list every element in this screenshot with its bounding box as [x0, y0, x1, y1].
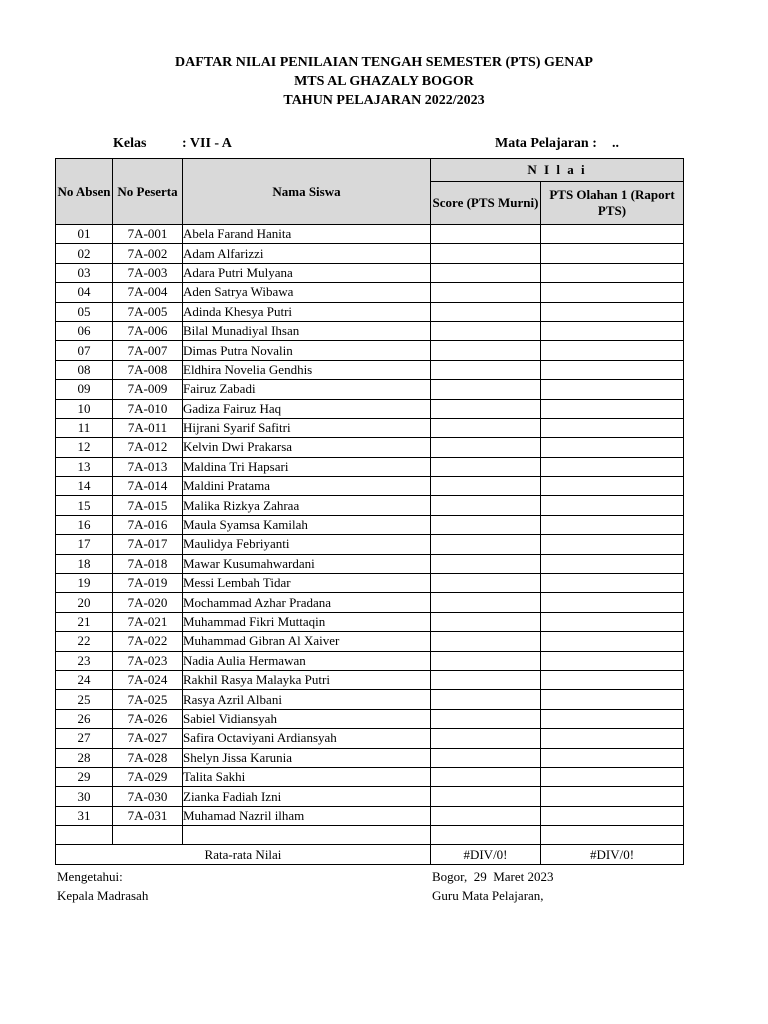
- cell-no-absen: 17: [56, 535, 113, 554]
- blank-cell[interactable]: [56, 826, 113, 845]
- cell-no-peserta: 7A-018: [113, 554, 183, 573]
- cell-nama-siswa: Abela Farand Hanita: [183, 225, 431, 244]
- cell-score[interactable]: [431, 457, 541, 476]
- cell-nama-siswa: Bilal Munadiyal Ihsan: [183, 321, 431, 340]
- cell-no-absen: 08: [56, 360, 113, 379]
- cell-no-peserta: 7A-029: [113, 767, 183, 786]
- cell-pts-olahan[interactable]: [541, 341, 684, 360]
- cell-no-peserta: 7A-005: [113, 302, 183, 321]
- table-row: [56, 690, 684, 709]
- cell-no-absen: 13: [56, 457, 113, 476]
- cell-pts-olahan[interactable]: [541, 535, 684, 554]
- doc-title-line1: DAFTAR NILAI PENILAIAN TENGAH SEMESTER (PTS) GENAP: [175, 55, 593, 70]
- cell-score[interactable]: [431, 690, 541, 709]
- cell-pts-olahan[interactable]: [541, 418, 684, 437]
- cell-score[interactable]: [431, 321, 541, 340]
- cell-nama-siswa: Kelvin Dwi Prakarsa: [183, 438, 431, 457]
- cell-no-peserta: 7A-031: [113, 806, 183, 825]
- cell-no-absen: 28: [56, 748, 113, 767]
- cell-nama-siswa: Sabiel Vidiansyah: [183, 709, 431, 728]
- cell-no-peserta: 7A-013: [113, 457, 183, 476]
- header-no-absen: No Absen: [56, 159, 113, 225]
- cell-pts-olahan[interactable]: [541, 283, 684, 302]
- table-row: [56, 574, 684, 593]
- cell-score[interactable]: [431, 767, 541, 786]
- cell-score[interactable]: [431, 709, 541, 728]
- mapel-value: ..: [612, 136, 619, 151]
- cell-score[interactable]: [431, 283, 541, 302]
- cell-pts-olahan[interactable]: [541, 438, 684, 457]
- cell-nama-siswa: Muhammad Gibran Al Xaiver: [183, 632, 431, 651]
- cell-nama-siswa: Mochammad Azhar Pradana: [183, 593, 431, 612]
- header-nama-siswa: Nama Siswa: [183, 159, 431, 225]
- cell-no-absen: 29: [56, 767, 113, 786]
- cell-no-peserta: 7A-007: [113, 341, 183, 360]
- cell-no-peserta: 7A-012: [113, 438, 183, 457]
- cell-no-peserta: 7A-001: [113, 225, 183, 244]
- average-score: #DIV/0!: [431, 845, 541, 865]
- table-row: [56, 321, 684, 340]
- cell-pts-olahan[interactable]: [541, 263, 684, 282]
- cell-no-peserta: 7A-017: [113, 535, 183, 554]
- cell-no-absen: 30: [56, 787, 113, 806]
- cell-score[interactable]: [431, 225, 541, 244]
- cell-score[interactable]: [431, 477, 541, 496]
- cell-score[interactable]: [431, 612, 541, 631]
- cell-no-peserta: 7A-009: [113, 380, 183, 399]
- table-row: [56, 709, 684, 728]
- cell-no-peserta: 7A-021: [113, 612, 183, 631]
- cell-pts-olahan[interactable]: [541, 593, 684, 612]
- cell-pts-olahan[interactable]: [541, 380, 684, 399]
- cell-no-peserta: 7A-014: [113, 477, 183, 496]
- cell-score[interactable]: [431, 806, 541, 825]
- cell-nama-siswa: Nadia Aulia Hermawan: [183, 651, 431, 670]
- cell-nama-siswa: Hijrani Syarif Safitri: [183, 418, 431, 437]
- kelas-label: Kelas: [113, 136, 147, 151]
- cell-score[interactable]: [431, 670, 541, 689]
- cell-no-peserta: 7A-027: [113, 729, 183, 748]
- cell-pts-olahan[interactable]: [541, 670, 684, 689]
- cell-pts-olahan[interactable]: [541, 225, 684, 244]
- average-row: [56, 845, 684, 865]
- cell-pts-olahan[interactable]: [541, 632, 684, 651]
- table-row: [56, 535, 684, 554]
- cell-no-peserta: 7A-008: [113, 360, 183, 379]
- cell-no-peserta: 7A-030: [113, 787, 183, 806]
- cell-nama-siswa: Dimas Putra Novalin: [183, 341, 431, 360]
- cell-nama-siswa: Zianka Fadiah Izni: [183, 787, 431, 806]
- cell-pts-olahan[interactable]: [541, 457, 684, 476]
- table-row: [56, 302, 684, 321]
- cell-no-peserta: 7A-003: [113, 263, 183, 282]
- cell-pts-olahan[interactable]: [541, 748, 684, 767]
- cell-no-absen: 04: [56, 283, 113, 302]
- cell-no-peserta: 7A-002: [113, 244, 183, 263]
- cell-pts-olahan[interactable]: [541, 806, 684, 825]
- cell-nama-siswa: Gadiza Fairuz Haq: [183, 399, 431, 418]
- cell-nama-siswa: Safira Octaviyani Ardiansyah: [183, 729, 431, 748]
- cell-no-peserta: 7A-024: [113, 670, 183, 689]
- cell-no-absen: 12: [56, 438, 113, 457]
- cell-pts-olahan[interactable]: [541, 651, 684, 670]
- cell-no-peserta: 7A-026: [113, 709, 183, 728]
- table-row: [56, 477, 684, 496]
- cell-no-peserta: 7A-010: [113, 399, 183, 418]
- cell-score[interactable]: [431, 632, 541, 651]
- cell-no-absen: 21: [56, 612, 113, 631]
- table-row: [56, 729, 684, 748]
- table-row: [56, 380, 684, 399]
- cell-no-absen: 11: [56, 418, 113, 437]
- table-row: [56, 457, 684, 476]
- table-row: [56, 632, 684, 651]
- cell-pts-olahan[interactable]: [541, 515, 684, 534]
- cell-score[interactable]: [431, 399, 541, 418]
- cell-nama-siswa: Aden Satrya Wibawa: [183, 283, 431, 302]
- cell-no-absen: 07: [56, 341, 113, 360]
- table-body: [56, 225, 684, 826]
- cell-score[interactable]: [431, 554, 541, 573]
- table-row: [56, 612, 684, 631]
- cell-no-absen: 05: [56, 302, 113, 321]
- cell-no-absen: 20: [56, 593, 113, 612]
- mengetahui-text: Mengetahui:: [57, 869, 123, 884]
- cell-pts-olahan[interactable]: [541, 690, 684, 709]
- table-row: [56, 496, 684, 515]
- cell-score[interactable]: [431, 438, 541, 457]
- cell-no-absen: 27: [56, 729, 113, 748]
- cell-no-absen: 24: [56, 670, 113, 689]
- kelas-value: : VII - A: [182, 136, 232, 151]
- cell-nama-siswa: Maldina Tri Hapsari: [183, 457, 431, 476]
- cell-nama-siswa: Maldini Pratama: [183, 477, 431, 496]
- cell-no-peserta: 7A-025: [113, 690, 183, 709]
- cell-no-peserta: 7A-020: [113, 593, 183, 612]
- cell-pts-olahan[interactable]: [541, 477, 684, 496]
- cell-pts-olahan[interactable]: [541, 729, 684, 748]
- table-row: [56, 593, 684, 612]
- cell-no-absen: 31: [56, 806, 113, 825]
- cell-nama-siswa: Rakhil Rasya Malayka Putri: [183, 670, 431, 689]
- table-row: [56, 651, 684, 670]
- cell-score[interactable]: [431, 263, 541, 282]
- cell-no-peserta: 7A-016: [113, 515, 183, 534]
- cell-no-peserta: 7A-028: [113, 748, 183, 767]
- cell-score[interactable]: [431, 244, 541, 263]
- cell-pts-olahan[interactable]: [541, 574, 684, 593]
- guru-mapel-text: Guru Mata Pelajaran,: [432, 888, 544, 903]
- average-olahan: #DIV/0!: [541, 845, 684, 865]
- cell-no-peserta: 7A-022: [113, 632, 183, 651]
- header-pts-olahan: PTS Olahan 1 (Raport PTS): [541, 182, 684, 225]
- cell-no-peserta: 7A-006: [113, 321, 183, 340]
- cell-score[interactable]: [431, 302, 541, 321]
- cell-nama-siswa: Muhammad Fikri Muttaqin: [183, 612, 431, 631]
- cell-score[interactable]: [431, 496, 541, 515]
- table-row: [56, 263, 684, 282]
- cell-score[interactable]: [431, 748, 541, 767]
- cell-score[interactable]: [431, 729, 541, 748]
- cell-pts-olahan[interactable]: [541, 244, 684, 263]
- header-score: Score (PTS Murni): [431, 182, 541, 225]
- doc-title-line2: MTS AL GHAZALY BOGOR: [294, 74, 474, 89]
- table-row: [56, 806, 684, 825]
- grades-table: [55, 158, 684, 865]
- cell-nama-siswa: Talita Sakhi: [183, 767, 431, 786]
- cell-pts-olahan[interactable]: [541, 787, 684, 806]
- cell-nama-siswa: Rasya Azril Albani: [183, 690, 431, 709]
- cell-nama-siswa: Fairuz Zabadi: [183, 380, 431, 399]
- cell-pts-olahan[interactable]: [541, 496, 684, 515]
- table-row: [56, 554, 684, 573]
- cell-no-absen: 01: [56, 225, 113, 244]
- cell-no-absen: 02: [56, 244, 113, 263]
- cell-pts-olahan[interactable]: [541, 612, 684, 631]
- table-row: [56, 748, 684, 767]
- cell-score[interactable]: [431, 341, 541, 360]
- cell-score[interactable]: [431, 574, 541, 593]
- cell-no-absen: 25: [56, 690, 113, 709]
- cell-score[interactable]: [431, 593, 541, 612]
- cell-no-absen: 10: [56, 399, 113, 418]
- cell-nama-siswa: Shelyn Jissa Karunia: [183, 748, 431, 767]
- table-row: [56, 399, 684, 418]
- table-row: [56, 438, 684, 457]
- cell-nama-siswa: Muhamad Nazril ilham: [183, 806, 431, 825]
- cell-nama-siswa: Messi Lembah Tidar: [183, 574, 431, 593]
- table-row: [56, 418, 684, 437]
- cell-nama-siswa: Adinda Khesya Putri: [183, 302, 431, 321]
- cell-score[interactable]: [431, 651, 541, 670]
- average-label: Rata-rata Nilai: [56, 845, 431, 865]
- cell-pts-olahan[interactable]: [541, 302, 684, 321]
- cell-nama-siswa: Adara Putri Mulyana: [183, 263, 431, 282]
- cell-nama-siswa: Eldhira Novelia Gendhis: [183, 360, 431, 379]
- blank-cell[interactable]: [431, 826, 541, 845]
- cell-no-peserta: 7A-015: [113, 496, 183, 515]
- cell-no-peserta: 7A-004: [113, 283, 183, 302]
- cell-nama-siswa: Malika Rizkya Zahraa: [183, 496, 431, 515]
- cell-nama-siswa: Mawar Kusumahwardani: [183, 554, 431, 573]
- cell-nama-siswa: Maula Syamsa Kamilah: [183, 515, 431, 534]
- table-row: [56, 515, 684, 534]
- header-nilai: N I l a i: [431, 159, 684, 182]
- table-row: [56, 767, 684, 786]
- table-row: [56, 787, 684, 806]
- cell-no-absen: 03: [56, 263, 113, 282]
- cell-no-absen: 19: [56, 574, 113, 593]
- cell-score[interactable]: [431, 787, 541, 806]
- cell-score[interactable]: [431, 515, 541, 534]
- cell-no-absen: 26: [56, 709, 113, 728]
- cell-no-absen: 09: [56, 380, 113, 399]
- mapel-label: Mata Pelajaran :: [495, 136, 597, 151]
- table-row: [56, 225, 684, 244]
- cell-no-absen: 18: [56, 554, 113, 573]
- header-no-peserta: No Peserta: [113, 159, 183, 225]
- blank-cell[interactable]: [183, 826, 431, 845]
- table-row: [56, 360, 684, 379]
- cell-no-absen: 16: [56, 515, 113, 534]
- cell-no-peserta: 7A-011: [113, 418, 183, 437]
- cell-score[interactable]: [431, 360, 541, 379]
- blank-cell[interactable]: [113, 826, 183, 845]
- table-row: [56, 670, 684, 689]
- cell-pts-olahan[interactable]: [541, 399, 684, 418]
- cell-nama-siswa: Adam Alfarizzi: [183, 244, 431, 263]
- table-row: [56, 341, 684, 360]
- place-date-text: Bogor, 29 Maret 2023: [432, 869, 554, 884]
- cell-no-absen: 14: [56, 477, 113, 496]
- cell-no-peserta: 7A-023: [113, 651, 183, 670]
- cell-nama-siswa: Maulidya Febriyanti: [183, 535, 431, 554]
- blank-cell[interactable]: [541, 826, 684, 845]
- cell-pts-olahan[interactable]: [541, 360, 684, 379]
- cell-no-peserta: 7A-019: [113, 574, 183, 593]
- cell-pts-olahan[interactable]: [541, 321, 684, 340]
- doc-title-line3: TAHUN PELAJARAN 2022/2023: [283, 93, 485, 108]
- cell-pts-olahan[interactable]: [541, 709, 684, 728]
- table-row: [56, 283, 684, 302]
- cell-score[interactable]: [431, 380, 541, 399]
- cell-score[interactable]: [431, 418, 541, 437]
- cell-no-absen: 15: [56, 496, 113, 515]
- cell-score[interactable]: [431, 535, 541, 554]
- cell-pts-olahan[interactable]: [541, 767, 684, 786]
- cell-no-absen: 23: [56, 651, 113, 670]
- blank-row: [56, 826, 684, 845]
- kepala-madrasah-text: Kepala Madrasah: [57, 888, 149, 903]
- cell-pts-olahan[interactable]: [541, 554, 684, 573]
- cell-no-absen: 06: [56, 321, 113, 340]
- table-row: [56, 244, 684, 263]
- cell-no-absen: 22: [56, 632, 113, 651]
